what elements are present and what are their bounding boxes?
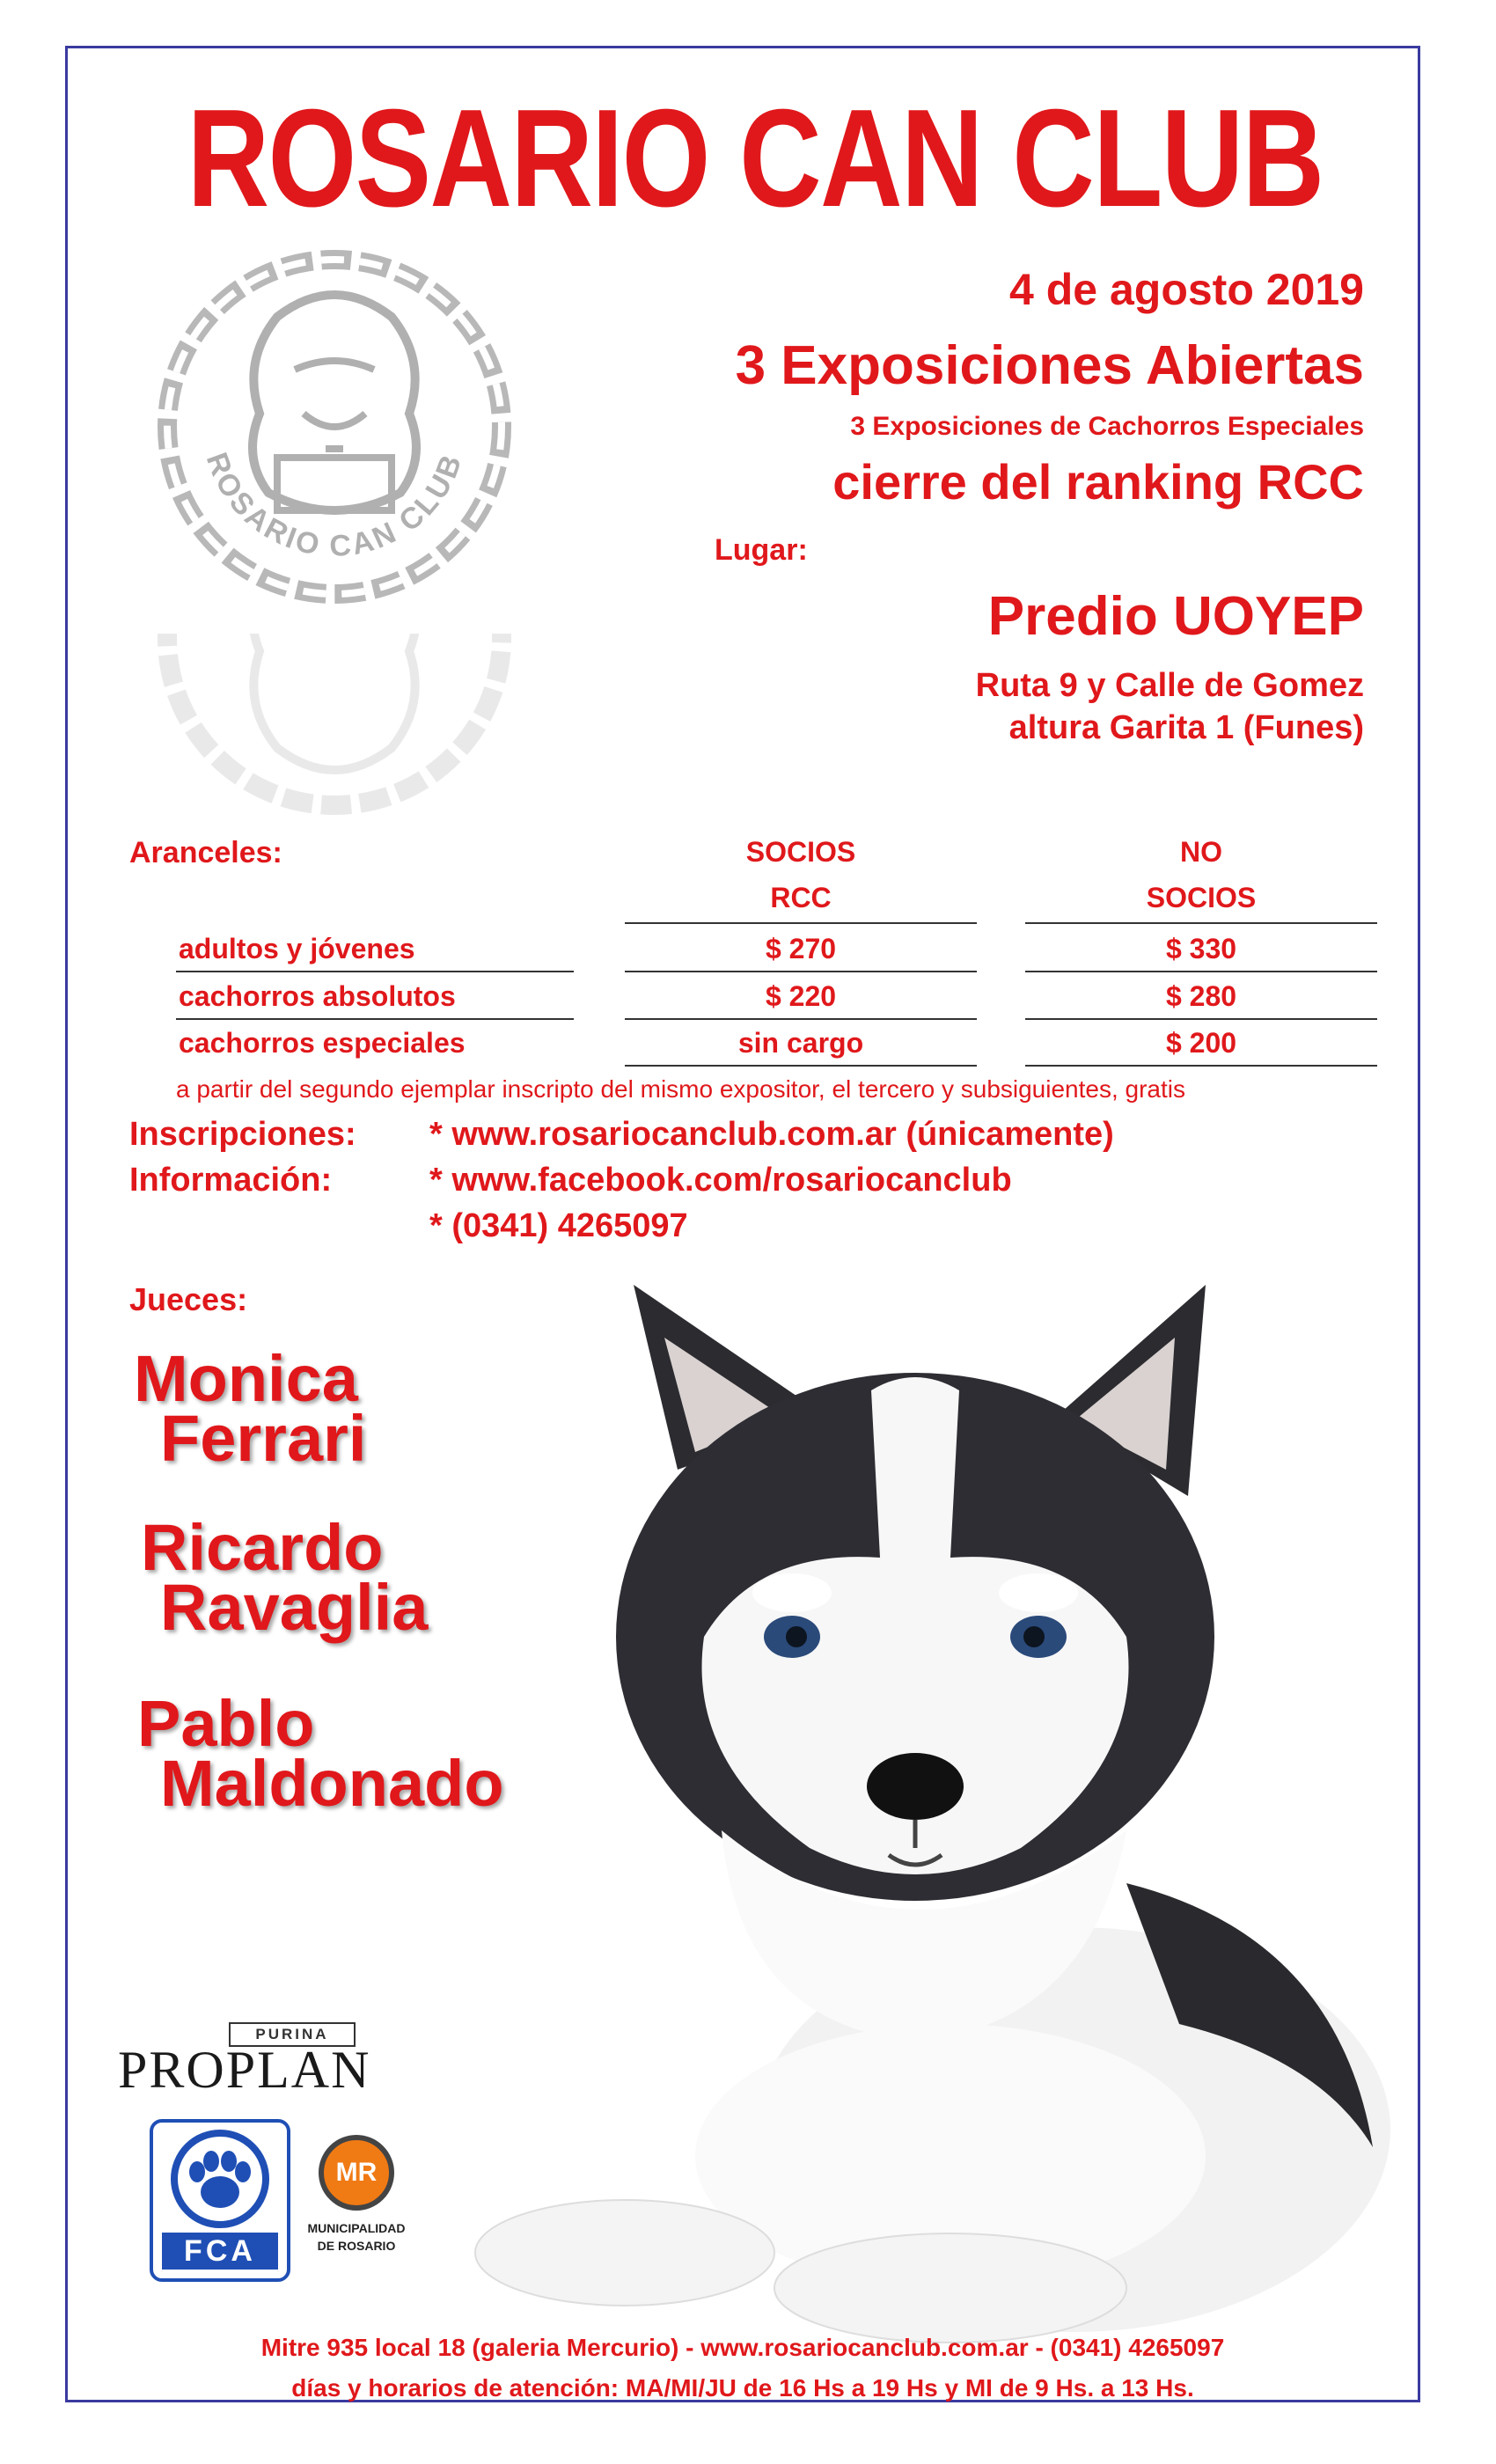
proplan-logo: PROPLAN — [118, 2041, 371, 2099]
footer-hours: días y horarios de atención: MA/MI/JU de 16 Hs a 19 Hs y MI de 9 Hs. a 13 Hs. — [291, 2374, 1194, 2402]
husky-puppy-graphic — [458, 1267, 1408, 2358]
fees-label: Aranceles: — [129, 836, 282, 869]
row-divider — [176, 971, 574, 972]
judge-1-last: Ferrari — [160, 1402, 367, 1475]
page-title: ROSARIO CAN CLUB — [187, 81, 1324, 236]
event-line2: 3 Exposiciones de Cachorros Especiales — [850, 412, 1364, 441]
logo-reflection-graphic — [145, 634, 524, 827]
club-logo-graphic — [145, 238, 524, 625]
row-divider — [1025, 1065, 1377, 1067]
club-logo — [145, 238, 524, 625]
footer-address: Mitre 935 local 18 (galeria Mercurio) - www.rosariocanclub.com.ar - (0341) 4265097 — [260, 2334, 1225, 2361]
judge-1-first: Monica — [134, 1342, 358, 1415]
fca-text: FCA — [162, 2233, 278, 2270]
row-divider — [1025, 1018, 1377, 1020]
purina-label: PURINA — [229, 2022, 356, 2047]
row-divider — [1025, 971, 1377, 972]
judge-3-last: Maldonado — [160, 1747, 504, 1820]
fee-row-socios: $ 270 — [765, 933, 837, 964]
col-nosocios-header-2: SOCIOS — [1146, 882, 1257, 913]
fca-logo — [150, 2119, 290, 2282]
header-divider-1 — [625, 922, 977, 924]
col-socios-header-2: RCC — [770, 882, 832, 913]
col-nosocios-header-1: NO — [1180, 836, 1222, 868]
fee-row-nosocios: $ 280 — [1165, 980, 1237, 1012]
row-divider — [625, 1065, 977, 1067]
inscripciones-link[interactable]: * www.rosariocanclub.com.ar (únicamente) — [429, 1116, 1114, 1153]
facebook-link[interactable]: * www.facebook.com/rosariocanclub — [429, 1162, 1012, 1199]
municipalidad-line-2: DE ROSARIO — [317, 2239, 396, 2253]
fee-row-name: cachorros especiales — [179, 1027, 466, 1059]
municipalidad-line-1: MUNICIPALIDAD — [307, 2221, 406, 2235]
mr-logo: MR — [319, 2135, 394, 2211]
judge-2-last: Ravaglia — [160, 1571, 429, 1644]
fee-row-nosocios: $ 330 — [1165, 933, 1237, 964]
fees-note: a partir del segundo ejemplar inscripto del mismo expositor, el tercero y subsiguientes, gratis — [176, 1075, 1186, 1103]
venue-address-1: Ruta 9 y Calle de Gomez — [975, 667, 1364, 704]
fee-row-name: adultos y jóvenes — [179, 933, 415, 964]
event-line3: cierre del ranking RCC — [832, 454, 1364, 510]
event-date: 4 de agosto 2019 — [1009, 265, 1364, 314]
venue-address-2: altura Garita 1 (Funes) — [1008, 709, 1364, 746]
judge-3-first: Pablo — [137, 1687, 315, 1760]
venue-name: Predio UOYEP — [987, 586, 1364, 647]
fee-row-name: cachorros absolutos — [179, 980, 456, 1012]
event-line1: 3 Exposiciones Abiertas — [735, 335, 1364, 396]
row-divider — [176, 1018, 574, 1020]
fee-row-nosocios: $ 200 — [1165, 1027, 1237, 1059]
club-logo-reflection — [145, 634, 524, 827]
fee-row-socios: $ 220 — [765, 980, 837, 1012]
col-socios-header-1: SOCIOS — [745, 836, 856, 868]
phone-number: * (0341) 4265097 — [429, 1207, 688, 1244]
header-divider-2 — [1025, 922, 1377, 924]
place-label: Lugar: — [715, 533, 808, 567]
judge-2-first: Ricardo — [141, 1511, 384, 1584]
informacion-label: Información: — [129, 1162, 333, 1199]
inscripciones-label: Inscripciones: — [129, 1116, 356, 1153]
logo-text: ROSARIO CAN CLUB — [199, 448, 470, 564]
paw-icon — [153, 2126, 287, 2232]
row-divider — [625, 971, 977, 972]
row-divider — [625, 1018, 977, 1020]
svg-text:ROSARIO CAN CLUB — [200, 449, 469, 564]
judges-label: Jueces: — [129, 1281, 248, 1317]
husky-puppy-image — [458, 1267, 1408, 2358]
fee-row-socios: sin cargo — [737, 1027, 864, 1059]
